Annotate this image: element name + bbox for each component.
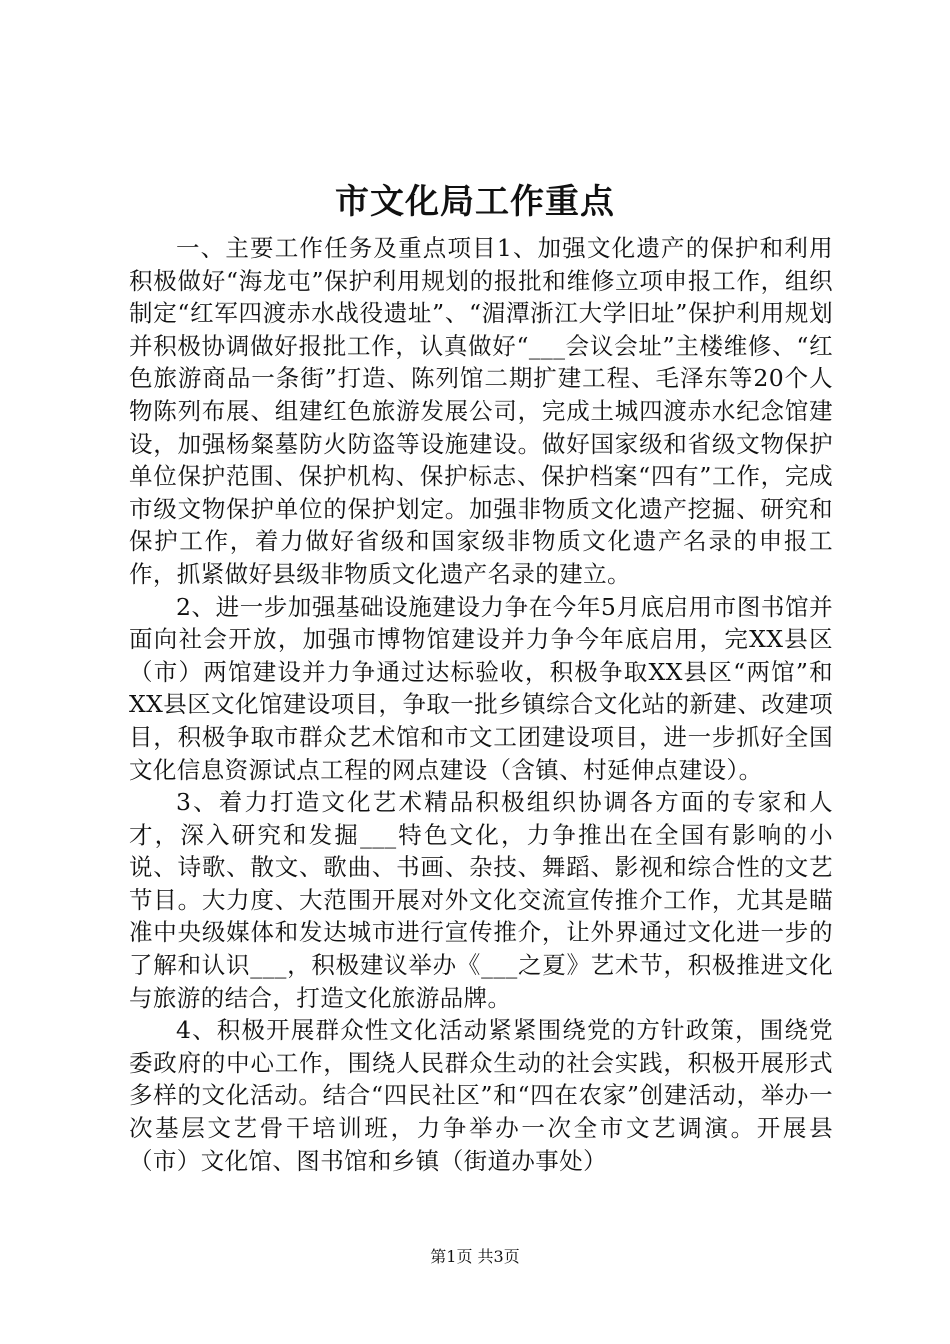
paragraph-1: 一、主要工作任务及重点项目1、加强文化遗产的保护和利用积极做好“海龙屯”保护利用规划的报批和维修立项申报工作，组织制定“红军四渡赤水战役遗址”、“湄潭浙江大学旧址”保护利用规划并积极协调做好报批工作，认真做好“___会议会址”主楼维修、“红色旅游商品一条街”打造、陈列馆二期扩建工程、毛泽东等20个人物陈列布展、组建红色旅游发展公司，完成土城四渡赤水纪念馆建设，加强杨粲墓防火防盗等设施建设。做好国家级和省级文物保护单位保护范围、保护机构、保护标志、保护档案“四有”工作，完成市级文物保护单位的保护划定。加强非物质文化遗产挖掘、研究和保护工作，着力做好省级和国家级非物质文化遗产名录的申报工作，抓紧做好县级非物质文化遗产名录的建立。 (129, 234, 833, 588)
paragraph-3: 3、着力打造文化艺术精品积极组织协调各方面的专家和人才，深入研究和发掘___特色文化，力争推出在全国有影响的小说、诗歌、散文、歌曲、书画、杂技、舞蹈、影视和综合性的文艺节目。大力度、大范围开展对外文化交流宣传推介工作，尤其是瞄准中央级媒体和发达城市进行宣传推介，让外界通过文化进一步的了解和认识___，积极建议举办《___之夏》艺术节，积极推进文化与旅游的结合，打造文化旅游品牌。 (129, 788, 833, 1012)
document-title: 市文化局工作重点 (335, 182, 615, 222)
document-body (129, 232, 833, 1177)
paragraph-4: 4、积极开展群众性文化活动紧紧围绕党的方针政策，围绕党委政府的中心工作，围绕人民群众生动的社会实践，积极开展形式多样的文化活动。结合“四民社区”和“四在农家”创建活动，举办一次基层文艺骨干培训班，力争举办一次全市文艺调演。开展县（市）文化馆、图书馆和乡镇（街道办事处） (129, 1016, 833, 1175)
page-number-footer: 第1页 共3页 (430, 1247, 520, 1266)
paragraph-2: 2、进一步加强基础设施建设力争在今年5月底启用市图书馆并面向社会开放，加强市博物馆建设并力争今年底启用，完XX县区（市）两馆建设并力争通过达标验收，积极争取XX县区“两馆”和XX县区文化馆建设项目，争取一批乡镇综合文化站的新建、改建项目，积极争取市群众艺术馆和市文工团建设项目，进一步抓好全国文化信息资源试点工程的网点建设（含镇、村延伸点建设）。 (129, 592, 833, 784)
